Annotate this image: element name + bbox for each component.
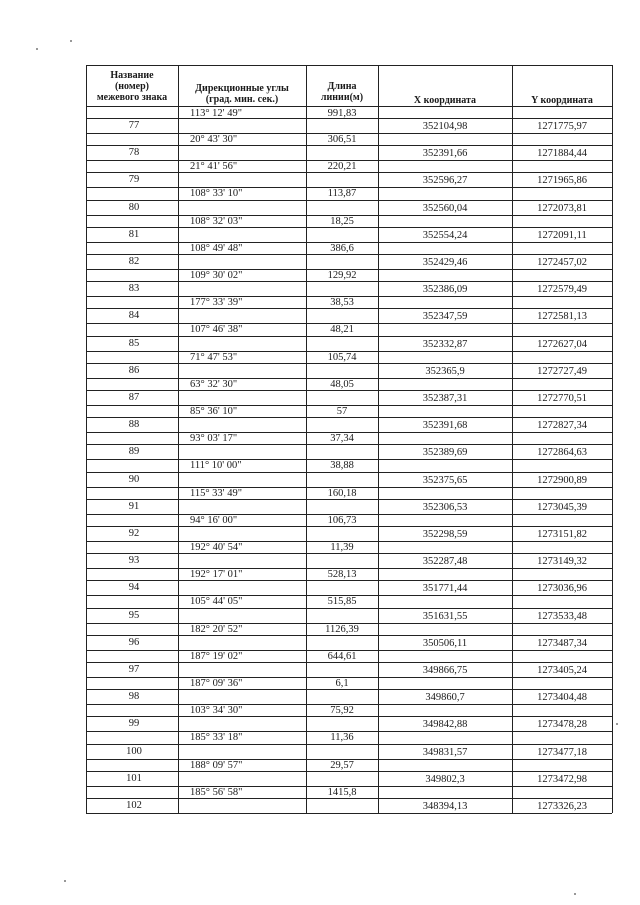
row-divider [86,351,612,352]
x-coordinate: 352306,53 [422,501,468,513]
x-coordinate: 352287,48 [422,556,468,568]
line-length: 1415,8 [327,786,357,798]
row-divider [86,623,612,624]
mark-number: 83 [128,283,140,295]
row-divider [86,133,612,134]
line-length: 306,51 [327,134,357,145]
row-divider [86,160,612,161]
mark-number: 88 [128,419,140,431]
row-divider [86,405,612,406]
x-coordinate: 352560,04 [422,202,468,214]
line-length: 11,39 [330,542,354,553]
y-coordinate: 1273045,39 [537,501,587,513]
x-coordinate: 352332,87 [422,338,468,350]
direction-angle: 108° 32' 03" [190,215,243,227]
direction-angle: 185° 33' 18" [190,732,243,744]
mark-number: 80 [128,201,140,213]
x-coordinate: 349860,7 [425,692,465,704]
line-length: 644,61 [327,650,357,662]
mark-number: 101 [126,772,142,784]
row-divider [86,269,612,270]
scan-speck [574,893,576,895]
line-length: 1126,39 [325,623,359,635]
x-coordinate: 349842,88 [422,719,468,731]
row-divider [86,514,612,515]
mark-number: 84 [128,310,140,322]
x-coordinate: 352104,98 [422,121,468,132]
direction-angle: 187° 09' 36" [190,678,243,689]
y-coordinate: 1272864,63 [537,447,587,459]
row-divider [86,472,612,473]
y-coordinate: 1273404,48 [537,692,587,704]
mark-number: 100 [126,745,142,757]
mark-number: 96 [128,636,140,648]
row-divider [86,553,612,554]
header-name-line: Название [110,70,154,81]
y-coordinate: 1273478,28 [537,719,587,731]
y-coordinate: 1272900,89 [537,474,587,486]
header-length-line: линии(м) [320,92,364,103]
y-coordinate: 1273472,98 [537,773,587,785]
y-coordinate: 1272091,11 [537,229,587,241]
header-separator [86,106,612,107]
direction-angle: 109° 30' 02" [190,270,243,281]
x-coordinate: 350506,11 [422,637,468,649]
line-length: 386,6 [330,242,354,254]
x-coordinate: 352596,27 [422,175,468,187]
row-divider [86,187,612,188]
y-coordinate: 1273149,32 [537,556,587,568]
mark-number: 97 [128,664,140,675]
row-divider [86,595,612,596]
direction-angle: 63° 32' 30" [190,378,238,390]
mark-number: 95 [128,609,140,621]
y-coordinate: 1272457,02 [537,257,587,268]
y-coordinate: 1272827,34 [537,420,587,432]
row-divider [86,526,612,527]
line-length: 75,92 [330,705,354,717]
x-coordinate: 352429,46 [422,257,468,268]
column-divider [178,65,179,813]
mark-number: 89 [128,446,140,458]
x-coordinate: 349831,57 [422,746,468,758]
x-coordinate: 348394,13 [422,801,468,812]
row-divider [86,677,612,678]
mark-number: 93 [128,555,140,567]
line-length: 129,92 [327,270,357,281]
x-coordinate: 352298,59 [422,529,468,540]
mark-number: 82 [128,256,140,267]
row-divider [86,336,612,337]
mark-number: 81 [128,228,140,240]
header-angle-line: (град. мин. сек.) [205,94,279,105]
row-divider [86,281,612,282]
line-length: 48,21 [330,324,354,336]
column-divider [612,65,613,813]
y-coordinate: 1272579,49 [537,284,587,296]
row-divider [86,744,612,745]
line-length: 220,21 [327,161,357,173]
x-coordinate: 352391,66 [422,148,468,160]
row-divider [86,242,612,243]
line-length: 113,87 [327,188,357,200]
x-coordinate: 352347,59 [422,311,468,323]
direction-angle: 108° 49' 48" [190,242,243,254]
y-coordinate: 1273487,34 [537,637,587,649]
row-divider [86,296,612,297]
header-name [86,70,178,103]
x-coordinate: 352391,68 [422,420,468,432]
line-length: 48,05 [330,378,354,390]
direction-angle: 93° 03' 17" [190,433,238,445]
line-length: 991,83 [327,108,357,119]
row-divider [86,459,612,460]
line-length: 37,34 [330,433,354,445]
line-length: 29,57 [330,759,354,771]
line-length: 57 [336,406,348,417]
y-coordinate: 1273405,24 [537,665,587,676]
mark-number: 91 [128,500,140,512]
mark-number: 90 [128,473,140,485]
row-divider [86,689,612,690]
row-divider [86,215,612,216]
direction-angle: 105° 44' 05" [190,596,243,608]
row-divider [86,568,612,569]
line-length: 18,25 [330,215,354,227]
direction-angle: 182° 20' 52" [190,623,243,635]
x-coordinate: 351631,55 [422,610,468,622]
direction-angle: 71° 47' 53" [190,351,238,363]
row-divider [86,580,612,581]
direction-angle: 20° 43' 30" [190,134,238,145]
y-coordinate: 1272727,49 [537,365,587,377]
row-divider [86,254,612,255]
row-divider [86,172,612,173]
direction-angle: 185° 56' 58" [190,786,243,798]
y-coordinate: 1273326,23 [537,801,587,812]
scan-speck [36,48,38,50]
x-coordinate: 352554,24 [422,229,468,241]
row-divider [86,308,612,309]
row-divider [86,650,612,651]
row-divider [86,759,612,760]
direction-angle: 108° 33' 10" [190,188,243,200]
table-top-border [86,65,612,66]
line-length: 11,36 [330,732,354,744]
header-length-line: Длина [327,81,357,92]
row-divider [86,378,612,379]
y-coordinate: 1272073,81 [537,202,587,214]
y-coordinate: 1271775,97 [537,121,587,132]
mark-number: 85 [128,337,140,349]
y-coordinate: 1271884,44 [537,148,587,160]
line-length: 38,88 [330,460,354,472]
row-divider [86,118,612,119]
header-name-line: (номер) [114,81,150,92]
scan-speck [64,880,66,882]
row-divider [86,608,612,609]
column-divider [86,65,87,813]
mark-number: 86 [128,364,140,376]
header-name-line: межевого знака [96,92,168,103]
row-divider [86,432,612,433]
y-coordinate: 1272627,04 [537,338,587,350]
row-divider [86,145,612,146]
direction-angle: 111° 10' 00" [190,460,242,472]
line-length: 38,53 [330,297,354,309]
column-divider [378,65,379,813]
y-coordinate: 1273477,18 [537,746,587,758]
mark-number: 102 [126,800,142,811]
y-coordinate: 1271965,86 [537,175,587,187]
y-coordinate: 1272770,51 [537,393,587,404]
row-divider [86,390,612,391]
row-divider [86,487,612,488]
mark-number: 77 [128,120,140,131]
row-divider [86,704,612,705]
direction-angle: 192° 17' 01" [190,569,243,581]
row-divider [86,662,612,663]
row-divider [86,541,612,542]
row-divider [86,798,612,799]
row-divider [86,363,612,364]
direction-angle: 21° 41' 56" [190,161,238,173]
row-divider [86,771,612,772]
y-coordinate: 1273151,82 [537,529,587,540]
row-divider [86,323,612,324]
line-length: 106,73 [327,514,357,526]
header-y: Y координата [531,95,593,106]
mark-number: 87 [128,392,140,403]
direction-angle: 115° 33' 49" [190,487,242,499]
direction-angle: 187° 19' 02" [190,650,243,662]
row-divider [86,227,612,228]
row-divider [86,731,612,732]
line-length: 105,74 [327,351,357,363]
direction-angle: 192° 40' 54" [190,542,243,553]
header-length [306,81,378,103]
line-length: 160,18 [327,487,357,499]
y-coordinate: 1273533,48 [537,610,587,622]
scan-speck [70,40,72,42]
direction-angle: 107° 46' 38" [190,324,243,336]
x-coordinate: 352386,09 [422,284,468,296]
header-x: X координата [413,95,477,106]
scan-speck [616,723,618,725]
row-divider [86,444,612,445]
row-divider [86,499,612,500]
direction-angle: 94° 16' 00" [190,514,238,526]
x-coordinate: 352375,65 [422,474,468,486]
direction-angle: 188° 09' 57" [190,759,243,771]
y-coordinate: 1273036,96 [537,583,587,595]
row-divider [86,200,612,201]
x-coordinate: 349802,3 [425,773,465,785]
line-length: 6,1 [335,678,349,689]
row-divider [86,635,612,636]
direction-angle: 177° 33' 39" [190,297,243,309]
row-divider [86,786,612,787]
header-angle [178,83,306,105]
table-bottom-border [86,813,612,814]
column-divider [306,65,307,813]
x-coordinate: 351771,44 [422,583,468,595]
x-coordinate: 352389,69 [422,447,468,459]
direction-angle: 103° 34' 30" [190,705,243,717]
mark-number: 98 [128,691,140,703]
header-angle-line: Дирекционные углы [195,83,289,94]
direction-angle: 113° 12' 49" [190,108,242,119]
direction-angle: 85° 36' 10" [190,406,238,417]
x-coordinate: 352387,31 [422,393,468,404]
line-length: 528,13 [327,569,357,581]
x-coordinate: 349866,75 [422,665,468,676]
mark-number: 99 [128,718,140,730]
mark-number: 79 [128,174,140,186]
line-length: 515,85 [327,596,357,608]
column-divider [512,65,513,813]
y-coordinate: 1272581,13 [537,311,587,323]
mark-number: 78 [128,147,140,159]
row-divider [86,716,612,717]
x-coordinate: 352365,9 [425,365,465,377]
row-divider [86,417,612,418]
mark-number: 94 [128,582,140,594]
mark-number: 92 [128,528,140,539]
